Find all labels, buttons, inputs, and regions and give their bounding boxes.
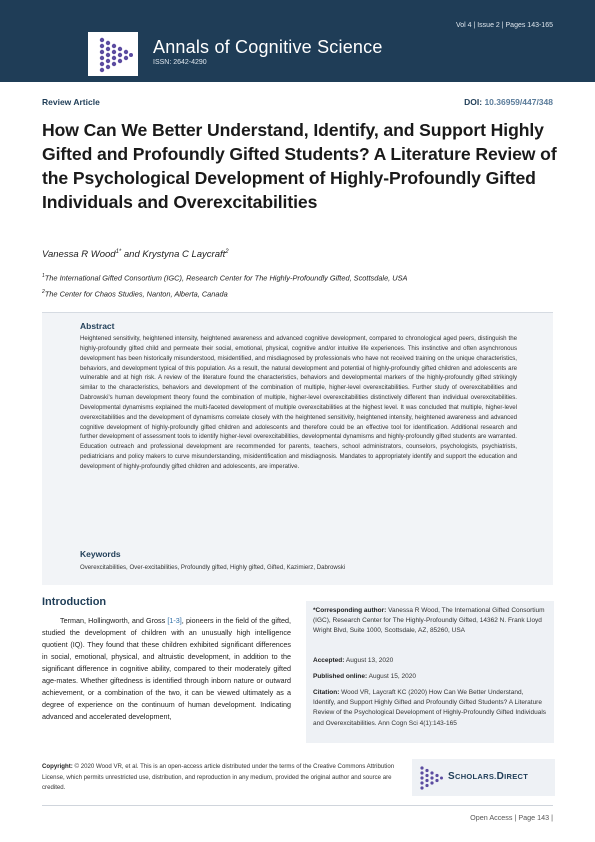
corresponding-author bbox=[313, 606, 547, 637]
page-footer: Open Access | Page 143 | bbox=[470, 813, 553, 822]
publisher-initial: D bbox=[496, 771, 505, 782]
affiliation-text: The Center for Chaos Studies, Nanton, Alberta, Canada bbox=[44, 289, 228, 299]
author-separator: and bbox=[121, 249, 143, 261]
citation-text: Wood VR, Laycraft KC (2020) How Can We Better Understand, Identify, and Support Highly Gifted and Profoundly Gifted Students? A Literature Review of the Psychological Development of Highly-Profoundly Gifted Individuals and Overexcitabilities. Ann Cogn Sci 4(1):143-165 bbox=[313, 689, 547, 727]
publisher-name bbox=[448, 771, 528, 782]
doi-label: DOI: bbox=[464, 97, 483, 107]
journal-issn: ISSN: 2642-4290 bbox=[153, 59, 207, 66]
journal-logo-icon bbox=[88, 32, 138, 76]
introduction-paragraph bbox=[42, 615, 291, 723]
author-name: Krystyna C Laycraft bbox=[142, 249, 226, 261]
citation-link[interactable]: [1-3] bbox=[167, 616, 182, 625]
section-heading-introduction: Introduction bbox=[42, 596, 107, 608]
keywords-heading: Keywords bbox=[80, 549, 121, 559]
author-name: Vanessa R Wood bbox=[42, 249, 116, 261]
affiliation-2 bbox=[42, 289, 228, 298]
intro-text: , pioneers in the field of the gifted, studied the development of children with an unusually high intelligence quotient (IQ). They found that these children exhibited significant differences in social, emotional, physical, and altruistic development, in addition to the significant difference in cognitive ability, compared to their moderately gifted age-mates. Whether giftedness is identified through inborn nature or outward achievement, or a combination of the two, it can be viewed ultimately as a degree of experience on the continuum of human development. Indicating advanced and accelerated development, bbox=[42, 616, 291, 722]
author-affiliation-mark: 1* bbox=[115, 249, 122, 255]
accepted-value: August 13, 2020 bbox=[344, 657, 394, 664]
publisher-word: CHOLARS. bbox=[454, 772, 497, 781]
article-doi bbox=[464, 97, 553, 107]
citation-label: Citation: bbox=[313, 689, 340, 696]
affiliation-1 bbox=[42, 273, 408, 282]
corresponding-author-label: *Corresponding author: bbox=[313, 607, 387, 614]
copyright-notice bbox=[42, 762, 402, 794]
publisher-word: IRECT bbox=[504, 772, 529, 781]
abstract-heading: Abstract bbox=[80, 321, 115, 331]
affiliation-mark: 1 bbox=[42, 273, 45, 279]
accepted-label: Accepted: bbox=[313, 657, 345, 664]
accepted-date bbox=[313, 656, 547, 666]
affiliation-mark: 2 bbox=[42, 289, 45, 295]
journal-title: Annals of Cognitive Science bbox=[153, 37, 383, 57]
published-date bbox=[313, 672, 547, 682]
abstract-text: Heightened sensitivity, heightened intensity, heightened awareness and advanced cognitive development, compared to chronological aged peers, distinguish the highly-profoundly gifted child and permeate their social, emotional, physical, cognitive and/or intuitive life experiences. This instinctive and often asynchronous development has been historically misunderstood, misidentified, and misdiagnosed by professionals who have not received training on the unique characteristics, behaviors, and development typical of this population. As a result, the natural development and potential of highly-profoundly gifted children and adolescents are vulnerable and at high risk. A review of the literature found the characteristics, behaviors and developmental markers of the highly-profoundly gifted strikingly similar to the characteristics, behaviors and development of the combination of multiple, higher-level overexcitabilities. Further study of overexcitabilities and Dabrowski's human development theory found the combination of multiple, higher-level overexcitabilities distinctively different than individual overexcitabilities. Developmental dynamisms explained the multi-faceted development of multiple overexcitabilities at the highest level. It was concluded that multiple, higher-level overexcitabilities and the development of dynamisms correlate closely with the heightened sensitivity, heightened intensity, heightened awareness and advanced cognitive development of highly-profoundly gifted children and adolescents and therefore could be an effective tool for identification. Additional research and further development of assessment tools to identify higher-level overexcitabilities, developmental dynamisms and highly-profoundly gifted students are warranted. Education outreach and professional development are recommended for parents, teachers, school administrators, counselors, psychologists, psychiatrists, pediatricians and policy makers to curve misunderstanding, misidentification and misdiagnosis. Mandates to appropriately identify and support the education and development of highly-profoundly gifted children and adolescents, are imperative. bbox=[80, 335, 517, 470]
article-type: Review Article bbox=[42, 97, 100, 107]
copyright-label: Copyright: bbox=[42, 763, 73, 770]
corresponding-author-text: Vanessa R Wood, The International Gifted Consortium (IGC), Research Center for The Highly-Profoundly Gifted, 14362 N. Frank Lloyd Wright Blvd, Suite 1000, Scottsdale, AZ, 85260, USA bbox=[313, 607, 545, 635]
author-affiliation-mark: 2 bbox=[225, 249, 229, 255]
affiliation-text: The International Gifted Consortium (IGC), Research Center for The Highly-Profoundly Gifted, Scottsdale, USA bbox=[44, 273, 408, 283]
publisher-initial: S bbox=[448, 771, 455, 782]
published-value: August 15, 2020 bbox=[367, 673, 416, 680]
author-list bbox=[42, 249, 229, 260]
footer-divider bbox=[42, 805, 553, 806]
keywords-text: Overexcitabilities, Over-excitabilities, Profoundly gifted, Highly gifted, Gifted, Kazimierz, Dabrowski bbox=[80, 564, 346, 571]
citation-block bbox=[313, 688, 547, 729]
published-label: Published online: bbox=[313, 673, 368, 680]
volume-issue-pages: Vol 4 | Issue 2 | Pages 143-165 bbox=[455, 22, 553, 29]
copyright-text: © 2020 Wood VR, et al. This is an open-access article distributed under the terms of the Creative Commons Attribution License, which permits unrestricted use, distribution, and reproduction in any medium, provided the original author and source are credited. bbox=[42, 763, 395, 792]
doi-link[interactable]: 10.36959/447/348 bbox=[484, 97, 553, 107]
publisher-logo-icon bbox=[418, 764, 444, 791]
article-title: How Can We Better Understand, Identify, and Support Highly Gifted and Profoundly Gifted Students? A Literature Review of the Psychological Development of Highly-Profoundly Gifted Individuals and Overexcitabilities bbox=[42, 120, 557, 212]
intro-text: Terman, Hollingworth, and Gross bbox=[60, 616, 168, 625]
